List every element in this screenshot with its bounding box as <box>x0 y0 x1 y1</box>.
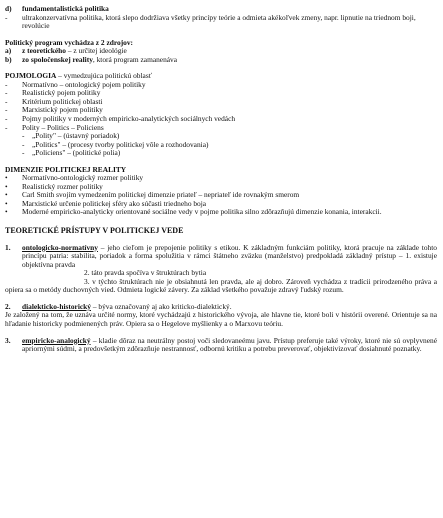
list-item-text: Kritérium politickej oblasti <box>22 96 103 106</box>
list-item-text: „Polity" – (ústavný poriadok) <box>32 131 120 141</box>
pristupy-title: TEORETICKÉ PRÍSTUPY V POLITICKEJ VEDE <box>5 226 184 236</box>
dash-marker: - <box>22 148 25 158</box>
d-title: fundamentalistická politika <box>22 4 109 13</box>
dash-marker: - <box>5 114 8 124</box>
list-item-text: Marxistické určenie politickej sféry ako súčasti triedneho boja <box>22 198 207 208</box>
list-item-text: Marxistický pojem politiky <box>22 105 103 115</box>
bullet-icon: • <box>5 207 8 217</box>
approach-3-marker: 3. <box>5 335 11 345</box>
approach-3 <box>5 337 437 354</box>
list-item-text: Normatívno-ontologický rozmer politiky <box>22 173 144 183</box>
list-item-text: „Politics" – (procesy tvorby politickej vôle a rozhodovania) <box>32 139 209 149</box>
a-bold: z teoretického <box>22 46 66 56</box>
approach-1-line2: 2. táto pravda spočíva v štruktúrach bytia <box>84 268 207 278</box>
d-description <box>5 14 437 31</box>
approach-3-text: – kladie dôraz na neutrálny postoj voči sledovaneému javu. Prístup preferuje také výroky, ktoré nie sú ovplyvnené apriornými súdmi, a predovšetkým zdôrazňuje nestrannosť, odbornú kritiku a potrebu preverovať, objektivizovať dosiahnuté poznatky. <box>22 335 437 354</box>
dash-marker: - <box>22 139 25 149</box>
approach-1-text: – jeho cieľom je prepojenie politiky s etikou. K základným funkciám politiky, ktorá pracuje na základe tohto princípu patria: stabilita, poriadok a forma spolužitia v rámci štátneho zväzku (manželstvo) predpokladá základný prístup – 1. existuje objektívna pravda <box>22 242 437 269</box>
approach-1 <box>5 244 437 270</box>
approach-2-paragraph: Je založený na tom, že uznáva určité normy, ktoré vychádzajú z historického vývoja, ale hlavne tie, ktoré boli v histórii overené. Orientuje sa na hľadanie historicky podmienených práv. Opiera sa o Hegelove myšlienky a o Marxovu teóriu. <box>5 310 437 328</box>
d-marker: d) <box>5 4 12 13</box>
list-item <box>5 208 437 217</box>
list-item-text: Realistický pojem politiky <box>22 88 101 98</box>
dash-marker: - <box>5 122 8 132</box>
approach-3-title: empiricko-analogický <box>22 335 91 345</box>
dash-marker: - <box>22 131 25 141</box>
pojmologia-title-rest: – vymedzujúca politickú oblasť <box>56 71 152 81</box>
bullet-icon: • <box>5 181 8 191</box>
list-item-text: „Policiens" – (politické polia) <box>32 148 121 158</box>
list-item-text: Normatívno – ontologický pojem politiky <box>22 79 146 89</box>
bullet-icon: • <box>5 190 8 200</box>
dash-marker: - <box>5 79 8 89</box>
dash-marker: - <box>5 105 8 115</box>
approach-2 <box>5 303 437 312</box>
list-item-text: Moderné empiricko-analyticky orientované sociálne vedy v pojme politika silno zdôrazňujú dimenzie konania, interakcii. <box>22 207 382 217</box>
list-item-text: Realistický rozmer politiky <box>22 181 103 191</box>
bullet-icon: • <box>5 198 8 208</box>
approach-1-title: ontologicko-normatívny <box>22 242 98 252</box>
approach-2-text: – býva označovaný aj ako kriticko-dialektický. <box>90 301 232 311</box>
approach-1-marker: 1. <box>5 242 11 252</box>
dash-marker: - <box>5 96 8 106</box>
dash-marker: - <box>5 88 8 98</box>
list-item-text: Pojmy politiky v moderných empiricko-analytických sociálnych vedách <box>22 114 236 124</box>
approach-2-title: dialekticko-historický <box>22 301 91 311</box>
approach-1-line3: 3. v týchto štruktúrach nie je obsiahnutá len pravda, ale aj dobro. Zároveň vychádza z tradícii prirodzeného práva a opiera sa o metódy duchovných vied. Odmieta logické závery. Za základ všetkého považuje zdravý ľudský rozum. <box>5 276 437 295</box>
list-sub-item <box>5 149 437 158</box>
approach-2-marker: 2. <box>5 301 11 311</box>
a-rest: – z určitej ideológie <box>65 46 127 56</box>
pojmologia-title: POJMOLOGIA <box>5 71 57 81</box>
dimenzie-title: DIMENZIE POLITICKEJ REALITY <box>5 164 127 174</box>
program-source-b <box>5 56 437 65</box>
d-text: ultrakonzervatívna politika, ktorá slepo dodržiava všetky princípy teórie a odmieta akékoľvek zmeny, napr. lipnutie na triednom boji, revolúcie <box>22 12 416 31</box>
program-intro: Politický program vychádza z 2 zdrojov: <box>5 37 134 47</box>
list-item-text: Polity – Politics – Policiens <box>22 122 104 132</box>
bullet-icon: • <box>5 173 8 183</box>
list-item-text: Carl Smith svojím vymedzením politickej dimenzie priateľ – nepriateľ ide rovnakým smerom <box>22 190 300 200</box>
a-marker: a) <box>5 46 12 56</box>
b-rest: , ktorá program zamanenáva <box>92 54 178 64</box>
b-marker: b) <box>5 54 12 64</box>
b-bold: zo spoločenskej reality <box>22 54 93 64</box>
dash-marker: - <box>5 12 8 22</box>
